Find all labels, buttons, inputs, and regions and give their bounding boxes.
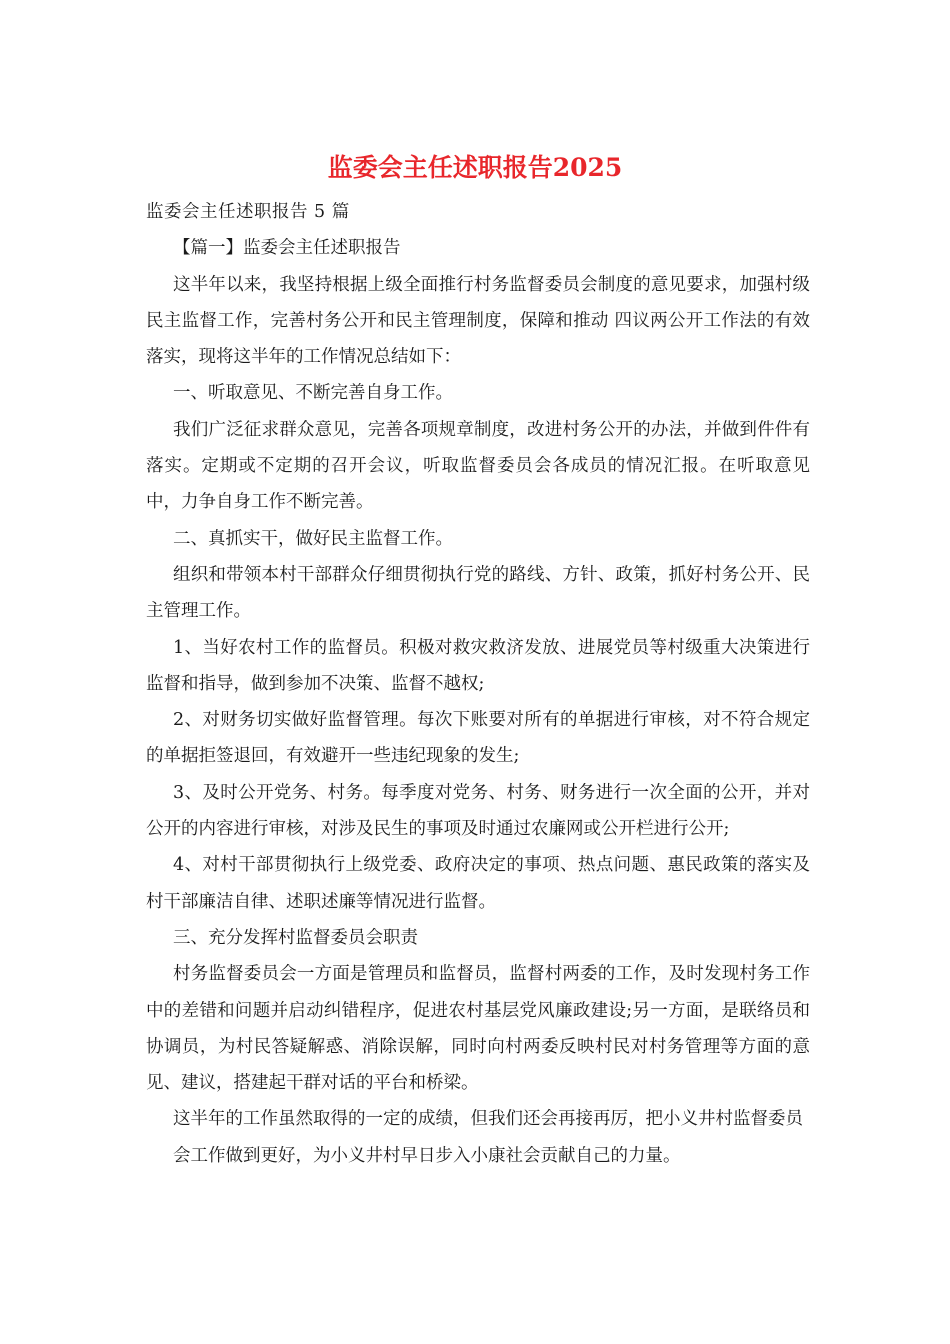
- item-one: 1、当好农村工作的监督员。积极对救灾救济发放、进展党员等村级重大决策进行监督和指导，做到参加不决策、监督不越权;: [146, 637, 810, 694]
- item-two: 2、对财务切实做好监督管理。每次下账要对所有的单据进行审核，对不符合规定的单据拒签退回，有效避开一些违纪现象的发生;: [146, 710, 810, 767]
- paragraph-two: 组织和带领本村干部群众仔细贯彻执行党的路线、方针、政策，抓好村务公开、民主管理工作。: [146, 564, 810, 622]
- section-heading: 【篇一】监委会主任述职报告: [173, 238, 401, 259]
- paragraph-one: 我们广泛征求群众意见，完善各项规章制度，改进村务公开的办法，并做到件件有落实。定期或不定期的召开会议，听取监督委员会各成员的情况汇报。在听取意见中，力争自身工作不断完善。: [146, 419, 810, 513]
- item-four: 4、对村干部贯彻执行上级党委、政府决定的事项、热点问题、惠民政策的落实及村干部廉洁自律、述职述廉等情况进行监督。: [146, 855, 810, 912]
- heading-two: 二、真抓实干，做好民主监督工作。: [173, 528, 453, 549]
- heading-one: 一、听取意见、不断完善自身工作。: [173, 383, 453, 404]
- heading-three: 三、充分发挥村监督委员会职责: [173, 927, 418, 948]
- paragraph-closing: 这半年的工作虽然取得的一定的成绩，但我们还会再接再厉，把小义井村监督委员会工作做到更好，为小义井村早日步入小康社会贡献自己的力量。: [173, 1109, 803, 1166]
- document-subtitle: 监委会主任述职报告 5 篇: [146, 202, 350, 222]
- paragraph-three: 村务监督委员会一方面是管理员和监督员，监督村两委的工作，及时发现村务工作中的差错和问题并启动纠错程序，促进农村基层党风廉政建设;另一方面，是联络员和协调员，为村民答疑解惑、消除误解，同时向村两委反映村民对村务管理等方面的意见、建议，搭建起干群对话的平台和桥梁。: [146, 964, 810, 1094]
- item-three: 3、及时公开党务、村务。每季度对党务、村务、财务进行一次全面的公开，并对公开的内容进行审核，对涉及民生的事项及时通过农廉网或公开栏进行公开;: [146, 782, 810, 840]
- document-title: 监委会主任述职报告2025: [327, 153, 623, 182]
- document-body: [146, 194, 810, 1174]
- paragraph-intro: 这半年以来，我坚持根据上级全面推行村务监督委员会制度的意见要求，加强村级民主监督工作，完善村务公开和民主管理制度，保障和推动 四议两公开工作法的有效落实，现将这半年的工作情况总结如下：: [146, 274, 810, 368]
